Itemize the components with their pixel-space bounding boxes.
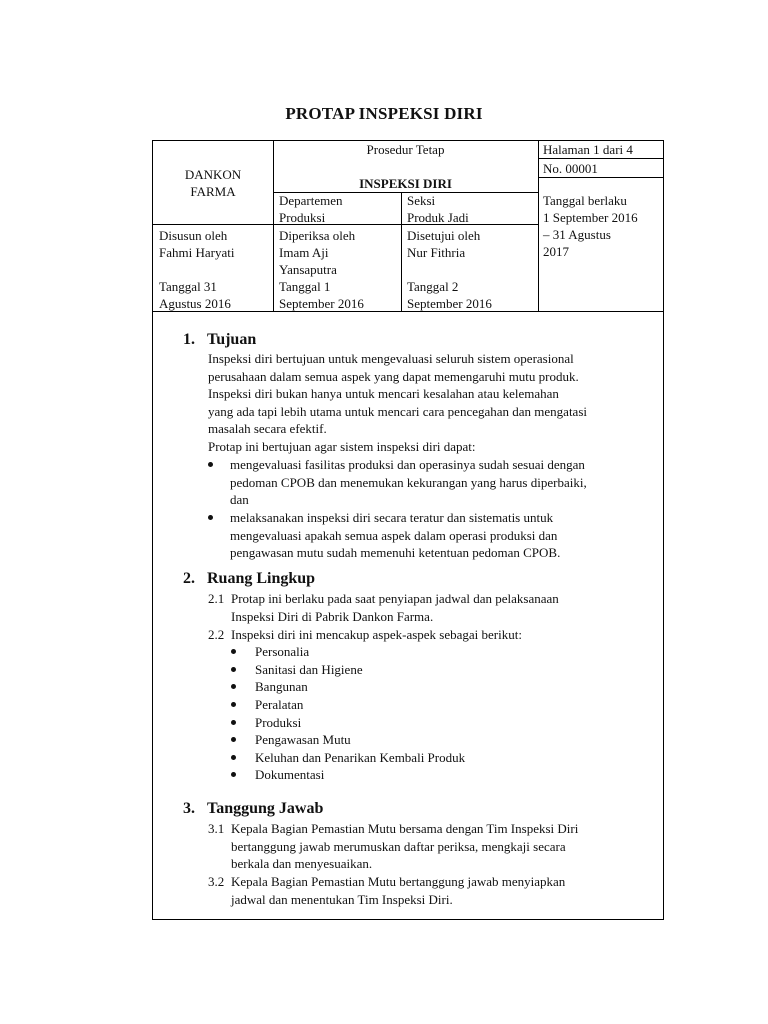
department-label: Departemen xyxy=(279,193,343,208)
validity-line: – 31 Agustus xyxy=(543,227,611,242)
item-line: jadwal dan menentukan Tim Inspeksi Diri. xyxy=(231,891,453,907)
paragraph-line: perusahaan dalam semua aspek yang dapat memengaruhi mutu produk. xyxy=(208,368,579,384)
signoff-line: September 2016 xyxy=(407,296,492,311)
bullet-icon xyxy=(208,462,213,467)
document-frame xyxy=(152,140,664,920)
section-label: Seksi xyxy=(407,193,436,208)
item-line: Kepala Bagian Pemastian Mutu bersama dengan Tim Inspeksi Diri xyxy=(231,821,579,836)
aspect-label: Keluhan dan Penarikan Kembali Produk xyxy=(255,750,466,765)
list-line: pengawasan mutu sudah memenuhi ketentuan pedoman CPOB. xyxy=(230,545,561,561)
signoff-line: Fahmi Haryati xyxy=(159,245,235,260)
aspect-label: Produksi xyxy=(255,715,302,730)
section-title: Tujuan xyxy=(207,331,257,348)
document-title: PROTAP INSPEKSI DIRI xyxy=(285,104,483,123)
prepared-by xyxy=(159,227,234,312)
section-title: Ruang Lingkup xyxy=(207,570,316,587)
item-line: Inspeksi Diri di Pabrik Dankon Farma. xyxy=(231,608,434,624)
item-line: Protap ini berlaku pada saat penyiapan jadwal dan pelaksanaan xyxy=(231,591,559,606)
section-value: Produk Jadi xyxy=(407,210,469,225)
section-heading-tanggung-jawab xyxy=(183,800,323,818)
bullet-icon xyxy=(231,737,236,742)
section-paragraph xyxy=(208,350,587,456)
paragraph-line: Inspeksi diri bertujuan untuk mengevaluasi seluruh sistem operasional xyxy=(208,351,574,366)
header-table xyxy=(153,141,663,312)
aspect-label: Bangunan xyxy=(255,679,308,694)
paragraph-line: Protap ini bertujuan agar sistem inspeksi diri dapat: xyxy=(208,438,476,454)
validity-line: 1 September 2016 xyxy=(543,210,638,225)
aspect-label: Pengawasan Mutu xyxy=(255,732,351,747)
signoff-line: Imam Aji xyxy=(279,245,329,260)
list-line: dan xyxy=(230,492,249,508)
section-cell xyxy=(407,192,469,226)
aspect-label: Peralatan xyxy=(255,697,304,712)
list-line: pedoman CPOB dan menemukan kekurangan yang harus diperbaiki, xyxy=(230,474,587,490)
bullet-icon xyxy=(231,702,236,707)
bullet-icon xyxy=(231,667,236,672)
company-name xyxy=(153,166,273,200)
list-line: mengevaluasi apakah semua aspek dalam operasi produksi dan xyxy=(230,527,558,543)
item-line: Kepala Bagian Pemastian Mutu bertanggung jawab menyiapkan xyxy=(231,874,566,889)
procedure-type: Prosedur Tetap xyxy=(366,142,445,157)
department-value: Produksi xyxy=(279,210,326,225)
signoff-line: Disetujui oleh xyxy=(407,228,481,243)
bullet-icon xyxy=(231,755,236,760)
signoff-line: Diperiksa oleh xyxy=(279,228,356,243)
item-number: 3.2 xyxy=(208,874,225,889)
page-indicator: Halaman 1 dari 4 xyxy=(543,142,633,157)
item-number: 2.2 xyxy=(208,627,225,642)
section-number: 2. xyxy=(183,570,195,587)
bullet-icon xyxy=(231,649,236,654)
list-line: mengevaluasi fasilitas produksi dan operasinya sudah sesuai dengan xyxy=(230,457,585,472)
item-line: berkala dan menyesuaikan. xyxy=(231,856,373,872)
paragraph-line: masalah secara efektif. xyxy=(208,421,327,437)
signoff-line: Tanggal 2 xyxy=(407,279,459,294)
section-heading-tujuan xyxy=(183,331,256,349)
signoff-line: Tanggal 1 xyxy=(279,279,331,294)
company-line: DANKON xyxy=(184,167,242,182)
signoff-line: Agustus 2016 xyxy=(159,296,231,311)
list-line: melaksanakan inspeksi diri secara teratur dan sistematis untuk xyxy=(230,510,554,525)
aspect-label: Sanitasi dan Higiene xyxy=(255,662,363,677)
department-cell xyxy=(279,192,343,226)
item-number: 2.1 xyxy=(208,591,225,606)
procedure-name: INSPEKSI DIRI xyxy=(359,176,452,191)
signoff-line: Nur Fithria xyxy=(407,245,466,260)
document-number: No. 00001 xyxy=(543,161,598,176)
signoff-line: Disusun oleh xyxy=(159,228,228,243)
section-title: Tanggung Jawab xyxy=(207,800,324,817)
section-number: 1. xyxy=(183,331,195,348)
paragraph-line: Inspeksi diri bukan hanya untuk mencari kesalahan atau kelemahan xyxy=(208,386,559,402)
company-line: FARMA xyxy=(190,184,236,199)
signoff-line: Tanggal 31 xyxy=(159,279,217,294)
signoff-line: September 2016 xyxy=(279,296,364,311)
approved-by xyxy=(407,227,492,312)
paragraph-line: yang ada tapi lebih utama untuk mencari cara pencegahan dan mengatasi xyxy=(208,403,587,419)
validity-line: Tanggal berlaku xyxy=(543,193,627,208)
checked-by xyxy=(279,227,364,312)
bullet-icon xyxy=(231,720,236,725)
aspect-label: Personalia xyxy=(255,644,310,659)
aspect-label: Dokumentasi xyxy=(255,767,325,782)
bullet-icon xyxy=(231,684,236,689)
bullet-icon xyxy=(208,515,213,520)
item-line: Inspeksi diri ini mencakup aspek-aspek sebagai berikut: xyxy=(231,627,522,642)
section-number: 3. xyxy=(183,800,195,817)
item-line: bertanggung jawab merumuskan daftar periksa, mengkaji secara xyxy=(231,838,566,854)
item-number: 3.1 xyxy=(208,821,225,836)
section-heading-ruang-lingkup xyxy=(183,570,315,588)
bullet-icon xyxy=(231,772,236,777)
signoff-line: Yansaputra xyxy=(279,262,337,277)
validity-line: 2017 xyxy=(543,244,569,259)
validity-period xyxy=(543,192,638,260)
